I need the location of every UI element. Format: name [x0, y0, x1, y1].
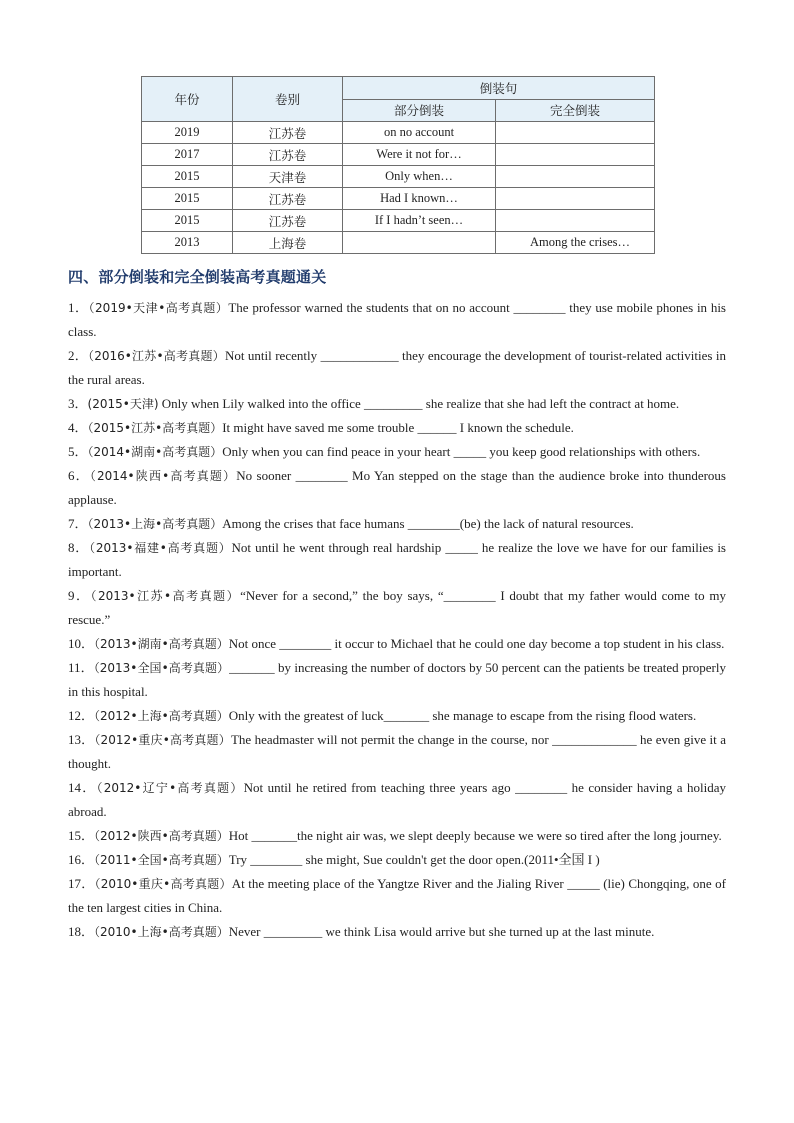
- question-item: [68, 704, 726, 728]
- question-text-after: he even give it a thought.: [68, 732, 726, 771]
- question-item: [68, 632, 726, 656]
- question-item: [68, 416, 726, 440]
- cell-paper: 江苏卷: [233, 210, 343, 232]
- question-text-after: we think Lisa would arrive but she turned up at the last minute.: [322, 924, 655, 939]
- answer-blank[interactable]: ________: [407, 516, 460, 531]
- question-source: （2013•江苏•高考真题）: [90, 589, 241, 603]
- question-source: （2013•湖南•高考真题）: [94, 637, 229, 651]
- answer-blank[interactable]: ________: [515, 780, 568, 795]
- inversion-table: [141, 76, 655, 254]
- question-text-after: she realize that she had left the contract at home.: [422, 396, 680, 411]
- question-item: [68, 512, 726, 536]
- table-row: [142, 210, 655, 232]
- cell-full-inversion: [496, 210, 655, 232]
- question-number: 5．: [68, 444, 88, 459]
- question-text-after: they encourage the development of tourist-related activities in the rural areas.: [68, 348, 726, 387]
- question-list: [68, 296, 726, 944]
- question-text-before: Hot: [228, 828, 252, 843]
- question-number: 1．: [68, 300, 89, 315]
- question-source: (2015•天津): [87, 397, 159, 411]
- question-text-before: Not until recently: [224, 348, 321, 363]
- question-item: [68, 920, 726, 944]
- question-source: （2011•全国•高考真题）: [94, 853, 229, 867]
- question-number: 11．: [68, 660, 94, 675]
- question-item: [68, 872, 726, 920]
- question-source: （2013•上海•高考真题）: [87, 517, 223, 531]
- answer-blank[interactable]: ______: [417, 420, 457, 435]
- cell-partial-inversion: Had I known…: [343, 188, 496, 210]
- question-item: [68, 464, 726, 512]
- cell-full-inversion: [496, 166, 655, 188]
- cell-partial-inversion: Were it not for…: [343, 144, 496, 166]
- question-number: 15．: [68, 828, 95, 843]
- question-number: 10．: [68, 636, 95, 651]
- question-source: （2014•湖南•高考真题）: [87, 445, 223, 459]
- question-text-before: The professor warned the students that on no account: [228, 300, 514, 315]
- cell-full-inversion: [496, 144, 655, 166]
- question-number: 18．: [68, 924, 95, 939]
- question-text-before: No sooner: [236, 468, 296, 483]
- header-paper: 卷别: [233, 77, 343, 122]
- cell-paper: 江苏卷: [233, 144, 343, 166]
- answer-blank[interactable]: ____________: [320, 348, 399, 363]
- question-number: 13．: [68, 732, 95, 747]
- question-item: [68, 392, 726, 416]
- question-item: [68, 536, 726, 584]
- question-source: （2016•江苏•高考真题）: [87, 349, 225, 363]
- header-year: 年份: [142, 77, 233, 122]
- question-text-after: you keep good relationships with others.: [486, 444, 701, 459]
- answer-blank[interactable]: ________: [295, 468, 348, 483]
- question-source: （2012•重庆•高考真题）: [94, 733, 231, 747]
- answer-blank[interactable]: _____: [567, 876, 600, 891]
- cell-year: 2017: [142, 144, 233, 166]
- question-item: [68, 656, 726, 704]
- question-text-before: Among the crises that face humans: [222, 516, 408, 531]
- answer-blank[interactable]: _________: [263, 924, 323, 939]
- question-text-before: At the meeting place of the Yangtze River and the Jialing River: [231, 876, 568, 891]
- cell-paper: 天津卷: [233, 166, 343, 188]
- question-number: 2．: [68, 348, 88, 363]
- question-source: （2013•全国•高考真题）: [93, 661, 230, 675]
- question-text-after: he consider having a holiday abroad.: [68, 780, 726, 819]
- question-number: 17．: [68, 876, 95, 891]
- question-source: （2010•上海•高考真题）: [94, 925, 229, 939]
- header-partial-inversion: 部分倒装: [343, 99, 496, 122]
- question-item: [68, 440, 726, 464]
- answer-blank[interactable]: _______: [229, 660, 275, 675]
- answer-blank[interactable]: ________: [513, 300, 566, 315]
- cell-year: 2015: [142, 188, 233, 210]
- question-text-after: by increasing the number of doctors by 50 percent can the patients be treated properly in this hospital.: [68, 660, 726, 699]
- cell-year: 2019: [142, 122, 233, 144]
- question-text-before: Only when Lily walked into the office: [158, 396, 365, 411]
- table-body: [142, 122, 655, 254]
- cell-partial-inversion: on no account: [343, 122, 496, 144]
- cell-paper: 江苏卷: [233, 188, 343, 210]
- question-number: 14．: [68, 780, 97, 795]
- question-text-after: (be) the lack of natural resources.: [459, 516, 634, 531]
- question-item: [68, 848, 726, 872]
- cell-year: 2015: [142, 166, 233, 188]
- question-text-before: Not once: [228, 636, 280, 651]
- question-text-after: Mo Yan stepped on the stage than the audience broke into thunderous applause.: [68, 468, 726, 507]
- answer-blank[interactable]: _______: [383, 708, 430, 723]
- cell-paper: 上海卷: [233, 232, 343, 254]
- question-item: [68, 776, 726, 824]
- cell-full-inversion: [496, 122, 655, 144]
- table-row: [142, 188, 655, 210]
- question-number: 6．: [68, 468, 90, 483]
- question-source: （2012•上海•高考真题）: [94, 709, 229, 723]
- cell-paper: 江苏卷: [233, 122, 343, 144]
- question-text-before: Try: [228, 852, 251, 867]
- answer-blank[interactable]: ________: [279, 636, 332, 651]
- question-text-after: it occur to Michael that he could one day become a top student in his class.: [331, 636, 725, 651]
- question-text-before: Not until he retired from teaching three years ago: [243, 780, 516, 795]
- question-number: 7．: [68, 516, 88, 531]
- question-text-before: Only with the greatest of luck: [228, 708, 384, 723]
- cell-partial-inversion: Only when…: [343, 166, 496, 188]
- header-full-inversion: 完全倒装: [496, 99, 655, 122]
- question-text-after: she manage to escape from the rising flood waters.: [429, 708, 697, 723]
- table-row: [142, 166, 655, 188]
- question-source: （2015•江苏•高考真题）: [87, 421, 223, 435]
- answer-blank[interactable]: _________: [364, 396, 423, 411]
- table-row: [142, 122, 655, 144]
- question-text-after: I known the schedule.: [456, 420, 574, 435]
- question-text-before: “Never for a second,” the boy says, “: [240, 588, 444, 603]
- question-source: （2012•陕西•高考真题）: [94, 829, 229, 843]
- question-text-after: she might, Sue couldn't get the door open.(2011•全国 I ): [302, 852, 600, 867]
- question-text-before: The headmaster will not permit the change in the course, nor: [230, 732, 553, 747]
- answer-blank[interactable]: _____________: [552, 732, 637, 747]
- question-text-before: Never: [228, 924, 264, 939]
- header-inversion: 倒装句: [343, 77, 655, 100]
- question-number: 3．: [68, 396, 88, 411]
- question-number: 12．: [68, 708, 95, 723]
- table-row: [142, 144, 655, 166]
- cell-full-inversion: Among the crises…: [496, 232, 655, 254]
- question-text-before: Not until he went through real hardship: [231, 540, 446, 555]
- answer-blank[interactable]: ________: [443, 588, 496, 603]
- question-text-after: (lie) Chongqing, one of the ten largest cities in China.: [68, 876, 726, 915]
- answer-blank[interactable]: ________: [250, 852, 303, 867]
- cell-partial-inversion: If I hadn’t seen…: [343, 210, 496, 232]
- cell-full-inversion: [496, 188, 655, 210]
- question-text-before: Only when you can find peace in your heart: [222, 444, 454, 459]
- question-item: [68, 824, 726, 848]
- question-item: [68, 584, 726, 632]
- question-source: （2010•重庆•高考真题）: [94, 877, 232, 891]
- table-row: [142, 232, 655, 254]
- question-source: （2014•陕西•高考真题）: [89, 469, 237, 483]
- question-item: [68, 344, 726, 392]
- question-source: （2019•天津•高考真题）: [88, 301, 229, 315]
- cell-year: 2013: [142, 232, 233, 254]
- cell-year: 2015: [142, 210, 233, 232]
- question-number: 4．: [68, 420, 88, 435]
- question-source: （2012•辽宁•高考真题）: [96, 781, 244, 795]
- question-number: 8．: [68, 540, 90, 555]
- question-number: 16．: [68, 852, 95, 867]
- section-heading: 四、部分倒装和完全倒装高考真题通关: [68, 268, 327, 286]
- cell-partial-inversion: [343, 232, 496, 254]
- question-text-before: It might have saved me some trouble: [222, 420, 418, 435]
- answer-blank[interactable]: _____: [445, 540, 478, 555]
- question-text-after: they use mobile phones in his class.: [68, 300, 726, 339]
- question-item: [68, 296, 726, 344]
- question-text-after: he realize the love we have for our families is important.: [68, 540, 726, 579]
- question-number: 9．: [68, 588, 91, 603]
- answer-blank[interactable]: _____: [453, 444, 487, 459]
- question-text-after: the night air was, we slept deeply because we were so tired after the long journey.: [296, 828, 722, 843]
- question-text-after: I doubt that my father would come to my rescue.”: [68, 588, 727, 627]
- answer-blank[interactable]: _______: [251, 828, 297, 843]
- question-source: （2013•福建•高考真题）: [89, 541, 232, 555]
- question-item: [68, 728, 726, 776]
